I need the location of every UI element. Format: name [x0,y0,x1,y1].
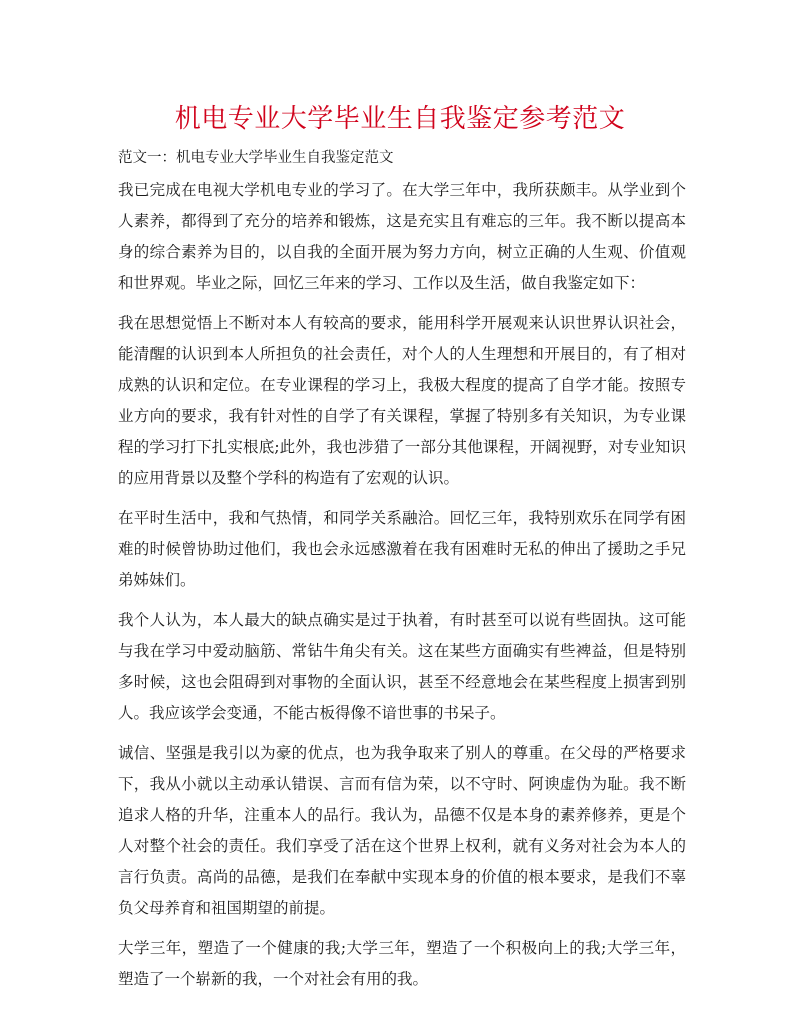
paragraph-life: 在平时生活中，我和气热情，和同学关系融洽。回忆三年，我特别欢乐在同学有困难的时候曾协助过他们，我也会永远感激着在我有困难时无私的伸出了援助之手兄弟姊妹们。 [118,509,686,589]
paragraph-study: 我在思想觉悟上不断对本人有较高的要求，能用科学开展观来认识世界认识社会，能清醒的认识到本人所担负的社会责任，对个人的人生理想和开展目的，有了相对成熟的认识和定位。在专业课程的学习上，我极大程度的提高了自学才能。按照专业方向的要求，我有针对性的自学了有关课程，掌握了特别多有关知识，为专业课程的学习打下扎实根底;此外，我也涉猎了一部分其他课程，开阔视野，对专业知识的应用背景以及整个学科的构造有了宏观的认识。 [118,314,686,487]
paragraph-intro: 我已完成在电视大学机电专业的学习了。在大学三年中，我所获颇丰。从学业到个人素养，都得到了充分的培养和锻炼，这是充实且有难忘的三年。我不断以提高本身的综合素养为目的，以自我的全面开展为努力方向，树立正确的人生观、价值观和世界观。毕业之际，回忆三年来的学习、工作以及生活，做自我鉴定如下： [118,181,686,292]
paragraph-integrity: 诚信、坚强是我引以为豪的优点，也为我争取来了别人的尊重。在父母的严格要求下，我从小就以主动承认错误、言而有信为荣，以不守时、阿谀虚伪为耻。我不断追求人格的升华，注重本人的品行。我认为，品德不仅是本身的素养修养，更是个人对整个社会的责任。我们享受了活在这个世界上权利，就有义务对社会为本人的言行负责。高尚的品德，是我们在奉献中实现本身的价值的根本要求，是我们不辜负父母养育和祖国期望的前提。 [118,744,686,917]
document-body [118,175,686,1004]
document-subtitle: 范文一：机电专业大学毕业生自我鉴定范文 [118,150,394,166]
paragraph-conclusion: 大学三年，塑造了一个健康的我;大学三年，塑造了一个积极向上的我;大学三年，塑造了一个崭新的我，一个对社会有用的我。 [118,939,686,988]
paragraph-shortcoming: 我个人认为，本人最大的缺点确实是过于执着，有时甚至可以说有些固执。这可能与我在学习中爱动脑筋、常钻牛角尖有关。这在某些方面确实有些裨益，但是特别多时候，这也会阻碍到对事物的全面认识，甚至不经意地会在某些程度上损害到别人。我应该学会变通，不能古板得像不谙世事的书呆子。 [118,611,686,722]
document-title: 机电专业大学毕业生自我鉴定参考范文 [174,104,626,134]
